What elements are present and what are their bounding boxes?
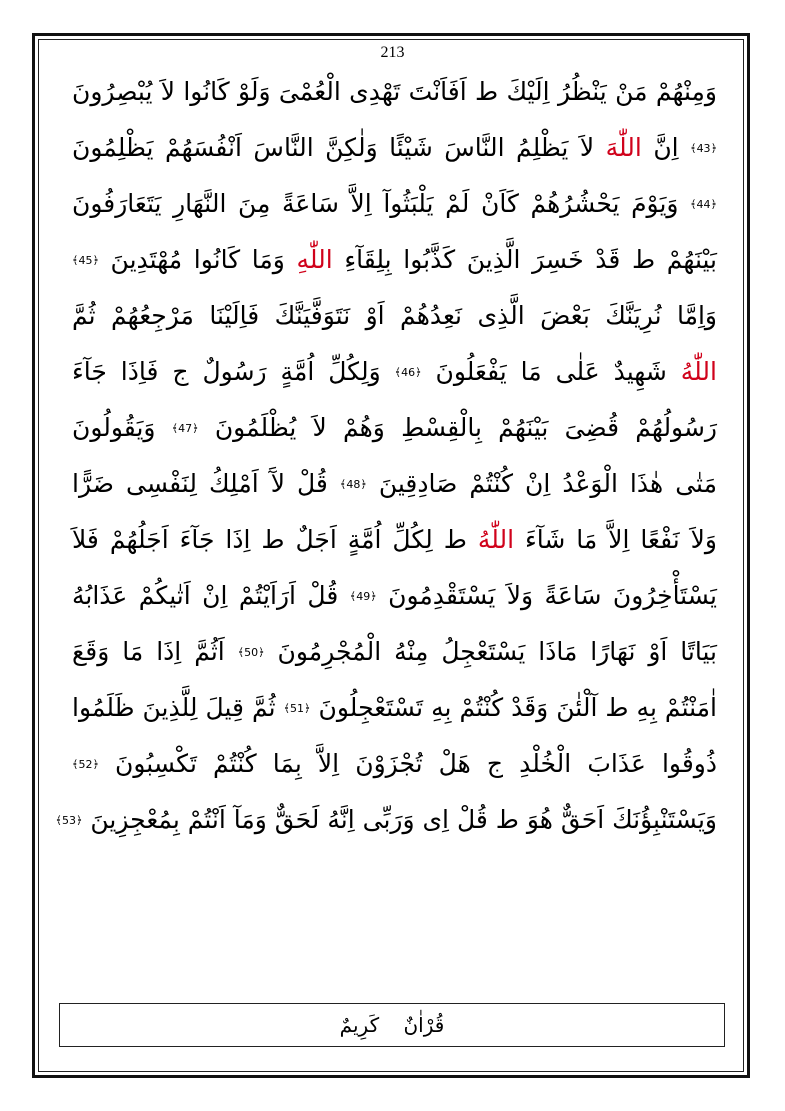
ayah-number-marker: ﴿52﴾ xyxy=(72,758,99,771)
text-line xyxy=(72,680,717,736)
ayah-number-marker: ﴿51﴾ xyxy=(283,702,311,715)
ayah-number-marker: ﴿44﴾ xyxy=(690,198,717,211)
divine-name-text: اللّٰهَ xyxy=(605,133,642,162)
text-line xyxy=(72,344,717,400)
verse-text: ط لِكُلِّ اُمَّةٍ اَجَلٌ ط اِذَا جَآءَ اَجَلُهُمْ فَلاَ xyxy=(72,525,478,554)
verse-text: ثُمَّ قِيلَ لِلَّذِينَ ظَلَمُوا xyxy=(72,693,284,722)
text-line xyxy=(72,456,717,512)
verse-text: اَثُمَّ اِذَا مَا وَقَعَ xyxy=(72,637,238,666)
verse-text: مَتٰى هٰذَا الْوَعْدُ اِنْ كُنْتُمْ صَادِقِينَ xyxy=(366,469,717,498)
verse-text: ذُوقُوا عَذَابَ الْخُلْدِ ج هَلْ تُجْزَوْنَ اِلاَّ بِمَا كُنْتُمْ تَكْسِبُونَ xyxy=(98,749,717,778)
verse-text: شَهِيدٌ عَلٰى مَا يَفْعَلُونَ xyxy=(421,357,681,386)
text-line xyxy=(72,288,717,344)
verse-text: بَيْنَهُمْ ط قَدْ خَسِرَ الَّذِينَ كَذَّبُوا بِلِقَآءِ xyxy=(332,245,717,274)
verse-text: وَيَوْمَ يَحْشُرُهُمْ كَاَنْ لَمْ يَلْبَثُوآ اِلاَّ سَاعَةً مِنَ النَّهَارِ يَتَعَارَفُونَ xyxy=(72,189,691,218)
verse-text: وَمَا كَانُوا مُهْتَدِينَ xyxy=(98,245,297,274)
ayah-number-marker: ﴿45﴾ xyxy=(72,254,99,267)
text-line xyxy=(72,736,717,792)
verse-text: وَلِكُلِّ اُمَّةٍ رَسُولٌ ج فَاِذَا جَآءَ xyxy=(72,357,395,386)
text-line xyxy=(72,624,717,680)
divine-name-text: اللّٰهُ xyxy=(477,525,515,554)
verse-text: وَيَسْتَنْبِؤُنَكَ اَحَقٌّ هُوَ ط قُلْ اِى وَرَبِّى اِنَّهُ لَحَقٌّ وَمَآ اَنْتُمْ بِمُعْجِزِينَ xyxy=(82,805,717,834)
ayah-number-marker: ﴿48﴾ xyxy=(339,478,367,491)
verse-text: بَيَاتًا اَوْ نَهَارًا مَاذَا يَسْتَعْجِلُ مِنْهُ الْمُجْرِمُونَ xyxy=(264,637,717,666)
verse-text: اٰمَنْتُمْ بِهِ ط آلْئٰنَ وَقَدْ كُنْتُمْ بِهِ تَسْتَعْجِلُونَ xyxy=(310,693,717,722)
verse-text: قُلْ لآَ اَمْلِكُ لِنَفْسِى ضَرًّا xyxy=(72,469,340,498)
text-line xyxy=(72,64,717,120)
verse-text: وَلاَ نَفْعًا اِلاَّ مَا شَآءَ xyxy=(514,525,717,554)
text-line xyxy=(72,176,717,232)
verse-text: اِنَّ xyxy=(641,133,691,162)
text-line xyxy=(72,512,717,568)
verse-text: رَسُولُهُمْ قُضِىَ بَيْنَهُمْ بِالْقِسْطِ وَهُمْ لاَ يُظْلَمُونَ xyxy=(198,413,717,442)
ayah-number-marker: ﴿50﴾ xyxy=(237,646,265,659)
footer-title: قُرْاٰنٌ كَرِيمٌ xyxy=(339,1013,445,1037)
ayah-number-marker: ﴿43﴾ xyxy=(690,142,718,155)
footer-box xyxy=(59,1003,725,1047)
ayah-number-marker: ﴿47﴾ xyxy=(171,422,199,435)
page-number: 213 xyxy=(380,44,405,61)
ayah-number-marker: ﴿49﴾ xyxy=(349,590,377,603)
divine-name-text: اللّٰهُ xyxy=(680,357,717,386)
verse-text: قُلْ اَرَاَيْتُمْ اِنْ اَتٰيكُمْ عَذَابُهُ xyxy=(72,581,350,610)
text-line xyxy=(72,120,717,176)
verse-text: وَمِنْهُمْ مَنْ يَنْظُرُ اِلَيْكَ ط اَفَاَنْتَ تَهْدِى الْعُمْىَ وَلَوْ كَانُوا لاَ يُبْصِرُونَ xyxy=(72,77,717,106)
divine-name-text: اللّٰهِ xyxy=(296,245,333,274)
text-line xyxy=(72,568,717,624)
quran-text-block xyxy=(55,64,718,848)
text-line xyxy=(72,400,717,456)
ayah-number-marker: ﴿53﴾ xyxy=(55,814,83,827)
ayah-number-marker: ﴿46﴾ xyxy=(394,366,422,379)
verse-text: لاَ يَظْلِمُ النَّاسَ شَيْئًا وَلٰكِنَّ النَّاسَ اَنْفُسَهُمْ يَظْلِمُونَ xyxy=(72,133,606,162)
verse-text: يَسْتَأْخِرُونَ سَاعَةً وَلاَ يَسْتَقْدِمُونَ xyxy=(376,581,717,610)
verse-text: وَيَقُولُونَ xyxy=(72,413,172,442)
verse-text: وَاِمَّا نُرِيَنَّكَ بَعْضَ الَّذِى نَعِدُهُمْ اَوْ نَتَوَفَّيَنَّكَ فَاِلَيْنَا مَرْجِعُهُمْ ثُمَّ xyxy=(72,301,717,330)
text-line xyxy=(72,232,717,288)
text-line xyxy=(55,792,717,848)
